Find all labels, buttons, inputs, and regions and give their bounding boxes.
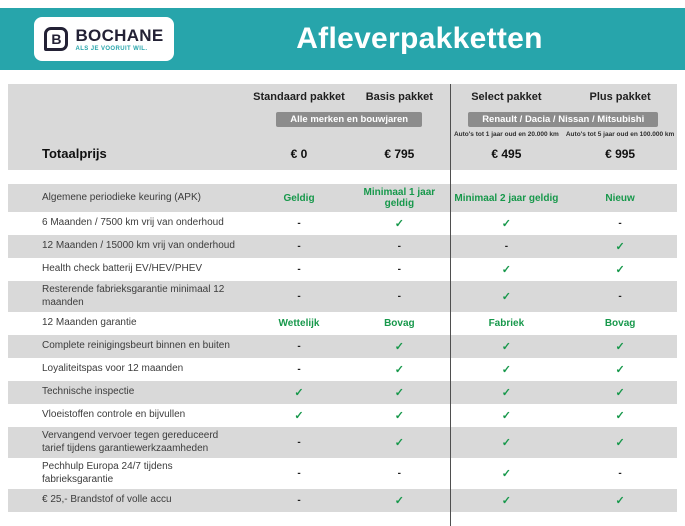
- feature-row: [8, 458, 677, 489]
- subnote-plus: Auto's tot 5 jaar oud en 100.000 km: [565, 131, 675, 138]
- checkmark-icon: ✓: [615, 364, 625, 376]
- feature-label: Technische inspectie: [42, 386, 135, 398]
- logo-wordmark: BOCHANE: [75, 25, 164, 45]
- dash-mark: -: [397, 291, 402, 302]
- group-badge-wrap-2: [450, 109, 677, 127]
- dash-mark: -: [297, 341, 301, 352]
- feature-row: [8, 335, 677, 358]
- checkmark-icon: ✓: [294, 410, 304, 422]
- page: [0, 8, 685, 512]
- feature-label: Resterende fabrieksgarantie minimaal 12 maanden: [42, 284, 225, 308]
- price-select: € 495: [491, 146, 522, 161]
- dash-mark: -: [297, 218, 301, 229]
- feature-row: [8, 489, 677, 512]
- checkmark-icon: ✓: [501, 387, 511, 399]
- dash-mark: -: [297, 264, 301, 275]
- dash-mark: -: [297, 468, 301, 479]
- checkmark-icon: ✓: [501, 410, 511, 422]
- feature-row: [8, 184, 677, 212]
- checkmark-icon: ✓: [394, 387, 404, 399]
- checkmark-icon: ✓: [394, 410, 404, 422]
- group-badge-row: [8, 109, 677, 127]
- dash-mark: -: [297, 364, 301, 375]
- feature-value: Geldig: [283, 192, 315, 204]
- logo-text-block: [75, 27, 163, 52]
- dash-mark: -: [504, 241, 509, 252]
- feature-label: 12 Maanden garantie: [42, 317, 137, 329]
- checkmark-icon: ✓: [501, 437, 511, 449]
- feature-label: Health check batterij EV/HEV/PHEV: [42, 263, 203, 275]
- group-badge-wrap-1: [249, 109, 450, 127]
- speech-bubble-b-icon: B: [44, 27, 68, 51]
- feature-row: [8, 358, 677, 381]
- feature-row: [8, 381, 677, 404]
- feature-label: Vervangend vervoer tegen gereduceerd tarief tijdens garantiewerkzaamheden: [42, 430, 219, 454]
- feature-label: 12 Maanden / 15000 km vrij van onderhoud: [42, 240, 235, 252]
- table-header-band: [8, 84, 677, 170]
- feature-value: Bovag: [384, 318, 415, 329]
- dash-mark: -: [297, 437, 301, 448]
- price-standaard: € 0: [290, 146, 308, 161]
- checkmark-icon: ✓: [501, 468, 511, 480]
- price-plus: € 995: [605, 146, 636, 161]
- package-header-basis: Basis pakket: [365, 91, 433, 103]
- dash-mark: -: [397, 264, 402, 275]
- checkmark-icon: ✓: [615, 495, 625, 507]
- package-header-row: [8, 91, 677, 103]
- feature-label: Vloeistoffen controle en bijvullen: [42, 409, 186, 421]
- checkmark-icon: ✓: [615, 410, 625, 422]
- feature-value: Minimaal 2 jaar geldig: [454, 192, 559, 204]
- feature-label: Loyaliteitspas voor 12 maanden: [42, 363, 184, 375]
- dash-mark: -: [297, 241, 301, 252]
- checkmark-icon: ✓: [615, 341, 625, 353]
- checkmark-icon: ✓: [501, 495, 511, 507]
- feature-value: Nieuw: [605, 192, 635, 204]
- packages-comparison-table: [8, 84, 677, 512]
- feature-row: [8, 404, 677, 427]
- checkmark-icon: ✓: [394, 437, 404, 449]
- checkmark-icon: ✓: [294, 387, 304, 399]
- feature-value: Fabriek: [488, 318, 525, 329]
- checkmark-icon: ✓: [394, 341, 404, 353]
- price-basis: € 795: [384, 146, 415, 161]
- feature-value: Minimaal 1 jaar geldig: [363, 187, 436, 209]
- checkmark-icon: ✓: [615, 387, 625, 399]
- feature-row: [8, 281, 677, 312]
- subnote-row: [8, 131, 677, 138]
- header-body-spacer: [8, 170, 677, 184]
- checkmark-icon: ✓: [501, 218, 511, 230]
- feature-label: Pechhulp Europa 24/7 tijdens fabrieksgarantie: [42, 461, 173, 485]
- feature-rows: [8, 184, 677, 512]
- package-header-plus: Plus pakket: [589, 91, 651, 103]
- package-header-select: Select pakket: [471, 91, 542, 103]
- feature-row: [8, 212, 677, 235]
- dash-mark: -: [297, 495, 301, 506]
- total-price-row: [8, 146, 677, 161]
- checkmark-icon: ✓: [501, 291, 511, 303]
- feature-value: Bovag: [604, 318, 636, 329]
- feature-value: Wettelijk: [278, 318, 320, 329]
- checkmark-icon: ✓: [501, 364, 511, 376]
- dash-mark: -: [297, 291, 301, 302]
- dash-mark: -: [397, 241, 402, 252]
- checkmark-icon: ✓: [501, 341, 511, 353]
- feature-label: Algemene periodieke keuring (APK): [42, 191, 201, 203]
- page-title: Afleverpakketten: [296, 22, 543, 55]
- checkmark-icon: ✓: [394, 495, 404, 507]
- checkmark-icon: ✓: [615, 437, 625, 449]
- checkmark-icon: ✓: [615, 264, 625, 276]
- feature-row: [8, 258, 677, 281]
- feature-row: [8, 235, 677, 258]
- logo-tagline: ALS JE VOORUIT WIL.: [75, 45, 148, 52]
- checkmark-icon: ✓: [615, 241, 625, 253]
- group-badge-brands: Renault / Dacia / Nissan / Mitsubishi: [468, 112, 658, 127]
- checkmark-icon: ✓: [501, 264, 511, 276]
- bochane-logo: [34, 17, 174, 61]
- feature-row: [8, 427, 677, 458]
- checkmark-icon: ✓: [394, 364, 404, 376]
- subnote-select: Auto's tot 1 jaar oud en 20.000 km: [453, 131, 559, 138]
- dash-mark: -: [397, 468, 402, 479]
- header-bar: [0, 8, 685, 70]
- dash-mark: -: [618, 291, 622, 302]
- checkmark-icon: ✓: [394, 218, 404, 230]
- total-price-label: Totaalprijs: [42, 146, 107, 161]
- feature-row: [8, 312, 677, 335]
- dash-mark: -: [618, 218, 622, 229]
- group-divider-line: [450, 84, 451, 526]
- dash-mark: -: [618, 468, 622, 479]
- feature-label: 6 Maanden / 7500 km vrij van onderhoud: [42, 217, 224, 229]
- package-header-standaard: Standaard pakket: [253, 91, 345, 103]
- group-badge-all-brands: Alle merken en bouwjaren: [276, 112, 422, 127]
- feature-label: Complete reinigingsbeurt binnen en buiten: [42, 340, 230, 352]
- feature-label: € 25,- Brandstof of volle accu: [42, 494, 172, 506]
